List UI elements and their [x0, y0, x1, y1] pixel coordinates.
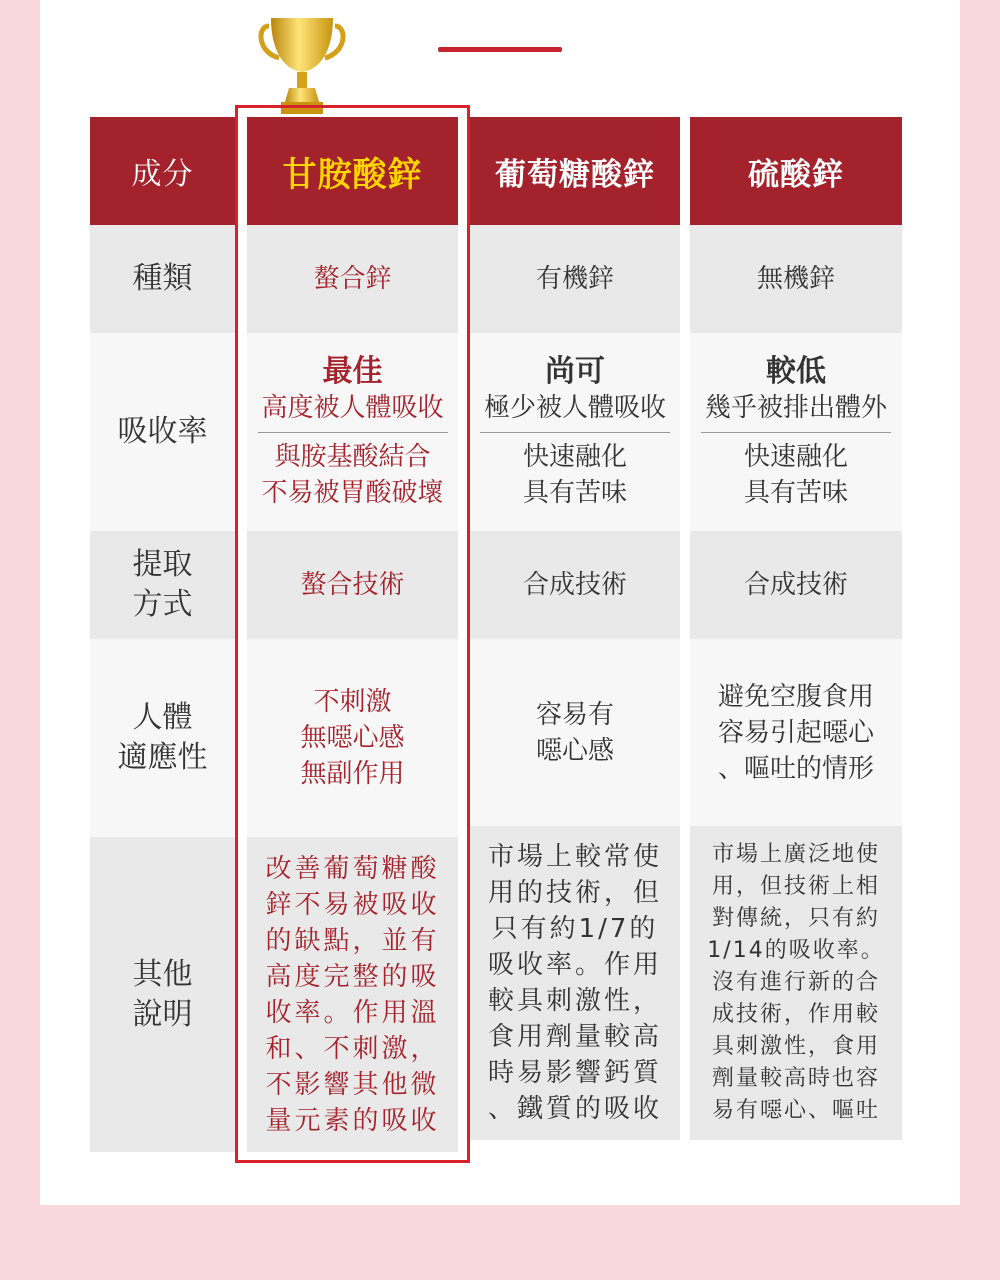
absorption-desc: 極少被人體吸收 — [483, 392, 666, 423]
text-line: 容易有 — [535, 700, 614, 730]
row-label-adaptability — [90, 639, 235, 837]
cell-other-sulfate — [690, 826, 902, 1140]
divider — [480, 432, 670, 433]
label-line: 方式 — [132, 587, 193, 622]
text-line: 改善葡萄糖酸 — [265, 853, 440, 884]
divider — [701, 432, 891, 433]
row-label-absorption: 吸收率 — [90, 333, 235, 531]
text-line: 較具刺激性， — [487, 986, 662, 1016]
cell-extraction-glycinate: 螯合技術 — [247, 531, 458, 639]
cell-type-glycinate: 螯合鋅 — [247, 225, 458, 333]
text-line: 市場上較常使 — [487, 842, 662, 872]
text-line: 無噁心感 — [300, 723, 405, 753]
label-line: 說明 — [132, 996, 193, 1032]
text-line: 高度完整的吸 — [265, 961, 440, 992]
row-label-extraction — [90, 531, 235, 639]
label-line: 適應性 — [117, 740, 208, 775]
title-accent-line — [438, 47, 562, 52]
cell-adaptability-glycinate — [247, 639, 458, 837]
absorption-note: 快速融化 — [522, 441, 627, 472]
text-line: 容易引起噁心 — [717, 718, 874, 748]
text-line: 收率。作用溫 — [265, 997, 440, 1028]
header-zinc-glycinate: 甘胺酸鋅 — [247, 117, 458, 225]
cell-type-gluconate: 有機鋅 — [470, 225, 680, 333]
text-line: 、鐵質的吸收 — [487, 1094, 662, 1124]
text-line: 量元素的吸收 — [265, 1105, 440, 1136]
text-line: 易有噁心、嘔吐 — [711, 1098, 880, 1123]
text-line: 和、不刺激， — [265, 1033, 440, 1064]
cell-adaptability-sulfate — [690, 639, 902, 827]
text-line: 避免空腹食用 — [717, 682, 874, 712]
cell-other-gluconate — [470, 826, 680, 1140]
absorption-desc: 高度被人體吸收 — [261, 392, 444, 423]
divider — [258, 432, 448, 433]
cell-extraction-sulfate: 合成技術 — [690, 531, 902, 639]
absorption-note: 具有苦味 — [743, 477, 848, 508]
text-line: 食用劑量較高 — [487, 1022, 662, 1052]
text-line: 1/14的吸收率。 — [707, 938, 885, 963]
cell-absorption-glycinate — [247, 333, 458, 531]
cell-adaptability-gluconate — [470, 639, 680, 827]
text-line: 市場上廣泛地使 — [711, 842, 880, 867]
absorption-note: 不易被胃酸破壞 — [261, 477, 444, 508]
cell-absorption-sulfate — [690, 333, 902, 531]
text-line: 的缺點，並有 — [265, 925, 440, 956]
cell-other-glycinate — [247, 837, 458, 1152]
absorption-note: 快速融化 — [743, 441, 848, 472]
text-line: 劑量較高時也容 — [711, 1066, 880, 1091]
absorption-note: 具有苦味 — [522, 477, 627, 508]
cell-absorption-gluconate — [470, 333, 680, 531]
text-line: 具刺激性，食用 — [711, 1034, 880, 1059]
text-line: 不刺激 — [313, 687, 392, 717]
text-line: 時易影響鈣質 — [487, 1058, 662, 1088]
header-zinc-gluconate: 葡萄糖酸鋅 — [470, 117, 680, 225]
text-line: 沒有進行新的合 — [711, 970, 880, 995]
absorption-rating: 尚可 — [545, 353, 605, 389]
row-label-other — [90, 837, 235, 1152]
header-ingredient: 成分 — [90, 117, 235, 225]
absorption-rating: 較低 — [766, 353, 826, 389]
text-line: 成技術，作用較 — [711, 1002, 880, 1027]
text-line: 吸收率。作用 — [487, 950, 662, 980]
text-line: 噁心感 — [535, 736, 614, 766]
absorption-note: 與胺基酸結合 — [274, 441, 431, 472]
header-zinc-sulfate: 硫酸鋅 — [690, 117, 902, 225]
text-line: 無副作用 — [300, 759, 405, 789]
text-line: 用，但技術上相 — [711, 874, 880, 899]
cell-type-sulfate: 無機鋅 — [690, 225, 902, 333]
label-line: 提取 — [132, 547, 193, 582]
absorption-desc: 幾乎被排出體外 — [704, 392, 887, 423]
text-line: 、嘔吐的情形 — [717, 754, 874, 784]
absorption-rating: 最佳 — [322, 353, 383, 389]
row-label-type: 種類 — [90, 225, 235, 333]
text-line: 用的技術，但 — [487, 878, 662, 908]
text-line: 不影響其他微 — [265, 1069, 440, 1100]
cell-extraction-gluconate: 合成技術 — [470, 531, 680, 639]
text-line: 對傳統，只有約 — [711, 906, 880, 931]
trophy-icon — [255, 12, 349, 122]
label-line: 人體 — [132, 700, 193, 735]
text-line: 鋅不易被吸收 — [265, 889, 440, 920]
label-line: 其他 — [132, 956, 193, 992]
text-line: 只有約1/7的 — [491, 914, 659, 944]
